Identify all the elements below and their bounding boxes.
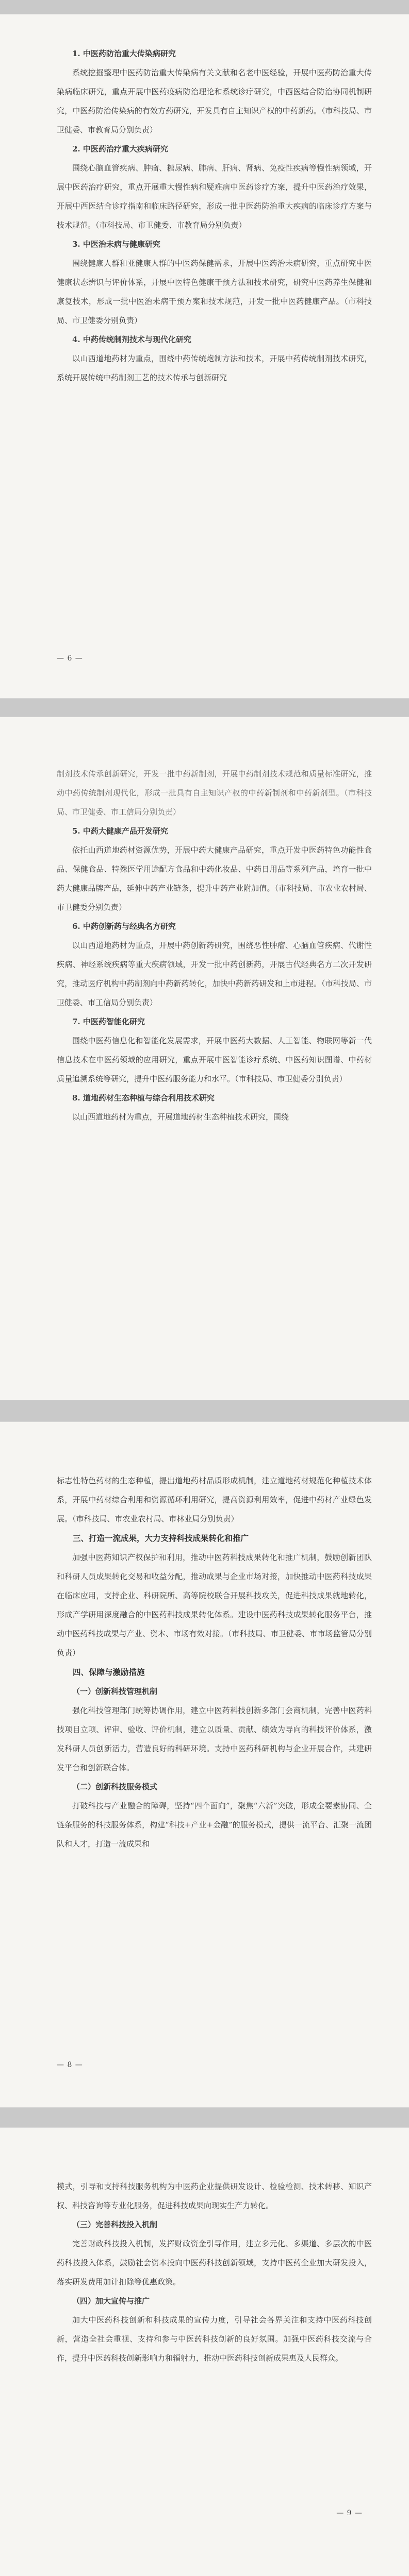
heading-traditional-preparation: 4. 中药传统制剂技术与现代化研究 — [72, 335, 191, 344]
subsection-heading-service: （二）创新科技服务模式 — [72, 1782, 158, 1791]
page-1 — [0, 14, 409, 698]
paragraph: 打破科技与产业融合的障碍，坚持“四个面向”，聚焦“六新”突破，形成全要素协同、全链条服务的科技服务体系，构建“科技+产业+金融”的服务模式，提供一流平台、汇聚一流团队和人才，打造一流成果和 — [57, 1801, 372, 1849]
section-heading-achievements: 三、打造一流成果，大力支持科技成果转化和推广 — [73, 1533, 249, 1543]
page-number: — 6 — — [57, 654, 83, 663]
heading-health-products: 5. 中药大健康产品开发研究 — [72, 826, 168, 836]
paragraph: 以山西道地药材为重点，开展中药创新药研究，围绕恶性肿瘤、心脑血管疾病、代谢性疾病、神经系统疾病等重大疾病领域，开发一批中药创新药，开展古代经典名方二次开发研究，推动医疗机构中药制剂向中药新药转化，加快中药新药研发和上市进程。（市科技局、市卫健委、市工信局分别负责） — [57, 941, 372, 1007]
heading-preventive-health: 3. 中医治未病与健康研究 — [72, 240, 160, 249]
page-4 — [0, 2128, 409, 2576]
paragraph: 依托山西道地药材资源优势，开展中药大健康产品研究，重点开发中医药特色功能性食品、保健食品、特殊医学用途配方食品和中药化妆品、中药日用品等系列产品，培育一批中药大健康品牌产品，延伸中药产业链条，提升中药产业附加值。（市科技局、市农业农村局、市卫健委分别负责） — [57, 845, 372, 912]
paragraph: 标志性特色药材的生态种植，提出道地药材品质形成机制，建立道地药材规范化种植技术体系，开展中药材综合利用和资源循环利用研究，提高资源利用效率，促进中药材产业绿色发展。（市科技局、市农业农村局、市林业局分别负责） — [57, 1476, 372, 1523]
heading-major-disease: 2. 中医药治疗重大疾病研究 — [72, 144, 168, 154]
paragraph: 模式，引导和支持科技服务机构为中医药企业提供研发设计、检验检测、技术转移、知识产权、科技咨询等专业化服务，促进科技成果向现实生产力转化。 — [57, 2182, 372, 2210]
paragraph: 加大中医药科技创新和科技成果的宣传力度，引导社会各界关注和支持中医药科技创新，营造全社会重视、支持和参与中医药科技创新的良好氛围。加强中医药科技交流与合作，提升中医药科技创新影响力和辐射力，推动中医药科技创新成果惠及人民群众。 — [57, 2315, 372, 2363]
paragraph: 围绕健康人群和亚健康人群的中医药保健需求，开展中医药治未病研究，重点研究中医健康状态辨识与评价体系，开展中医特色健康干预方法和技术研究，研究中医药养生保健和康复技术，形成一批中医治未病干预方案和技术规范，开发一批中医药健康产品。（市科技局、市卫健委分别负责） — [57, 259, 372, 325]
paragraph: 以山西道地药材为重点，围绕中药传统炮制方法和技术，开展中药传统制剂技术研究，系统开展传统中药制剂工艺的技术传承与创新研究 — [57, 354, 372, 382]
subsection-heading-investment: （三）完善科技投入机制 — [72, 2220, 158, 2229]
paragraph: 制剂技术传承创新研究，开发一批中药新制剂，开展中药制剂技术规范和质量标准研究，推动中药传统制剂现代化，形成一批具有自主知识产权的中药新制剂和中药新剂型。（市科技局、市卫健委、市工信局分别负责） — [57, 769, 372, 817]
paragraph: 加强中医药知识产权保护和利用，推动中医药科技成果转化和推广机制，鼓励创新团队和科研人员成果转化交易和收益分配，推动成果与企业市场对接，加快推动中医药科技成果在临床应用，支持企业、科研院所、高等院校联合开展科技攻关，促进科技成果就地转化，形成产学研用深度融合的中医药科技成果转化体系。建设中医药科技成果转化服务平台，推动中医药科技成果与产业、资本、市场有效对接。（市科技局、市卫健委、市市场监管局分别负责） — [57, 1553, 372, 1657]
page-number: — 9 — — [336, 2509, 363, 2517]
page-1-body — [57, 44, 372, 387]
paragraph: 围绕中医药信息化和智能化发展需求，开展中医药大数据、人工智能、物联网等新一代信息技术在中医药领域的应用研究，重点开展中医智能诊疗系统、中医药知识图谱、中药材质量追溯系统等研究，提升中医药服务能力和水平。（市科技局、市卫健委分别负责） — [57, 1036, 372, 1083]
paragraph: 完善财政科技投入机制，发挥财政资金引导作用，建立多元化、多渠道、多层次的中医药科技投入体系，鼓励社会资本投向中医药科技创新领域，支持中医药企业加大研发投入，落实研发费用加计扣除等优惠政策。 — [57, 2239, 372, 2286]
paragraph: 强化科技管理部门统筹协调作用，建立中医药科技创新多部门会商机制，完善中医药科技项目立项、评审、验收、评价机制，建立以质量、贡献、绩效为导向的科技评价体系，激发科研人员创新活力，营造良好的科研环境。支持中医药科研机构与企业开展合作，共建研发平台和创新联合体。 — [57, 1706, 372, 1772]
heading-infectious-disease: 1. 中医药防治重大传染病研究 — [72, 49, 176, 58]
heading-innovative-drugs: 6. 中药创新药与经典名方研究 — [72, 922, 176, 931]
subsection-heading-publicity: （四）加大宣传与推广 — [72, 2296, 150, 2306]
page-2 — [0, 717, 409, 1400]
page-number: — 8 — — [57, 2061, 83, 2069]
page-3 — [0, 1422, 409, 2107]
page-4-body — [57, 2177, 372, 2368]
paragraph: 系统挖掘整理中医药防治重大传染病有关文献和名老中医经验，开展中医药防治重大传染病临床研究，重点开展中医药疫病防治理论和系统诊疗研究，中西医结合防治协同机制研究，中医药防治传染病的有效方药研究，开发具有自主知识产权的中药新药。（市科技局、市卫健委、市教育局分别负责） — [57, 68, 372, 134]
paragraph: 围绕心脑血管疾病、肿瘤、糖尿病、肺病、肝病、肾病、免疫性疾病等慢性病领域，开展中医药治疗研究，重点开展重大慢性病和疑难病中医药诊疗方案，提升中医药治疗效果，开展中西医结合诊疗指南和临床路径研究，形成一批中医药防治重大疾病的临床诊疗方案与技术规范。（市科技局、市卫健委、市教育局分别负责） — [57, 163, 372, 230]
subsection-heading-management: （一）创新科技管理机制 — [72, 1687, 158, 1696]
page-2-body — [57, 765, 372, 1127]
section-heading-safeguards: 四、保障与激励措施 — [73, 1667, 145, 1677]
page-3-body — [57, 1471, 372, 1854]
heading-intelligent-research: 7. 中医药智能化研究 — [72, 1017, 145, 1026]
paragraph: 以山西道地药材为重点，开展道地药材生态种植技术研究，围绕 — [72, 1112, 289, 1122]
heading-ecological-planting: 8. 道地药材生态种植与综合利用技术研究 — [72, 1093, 215, 1103]
